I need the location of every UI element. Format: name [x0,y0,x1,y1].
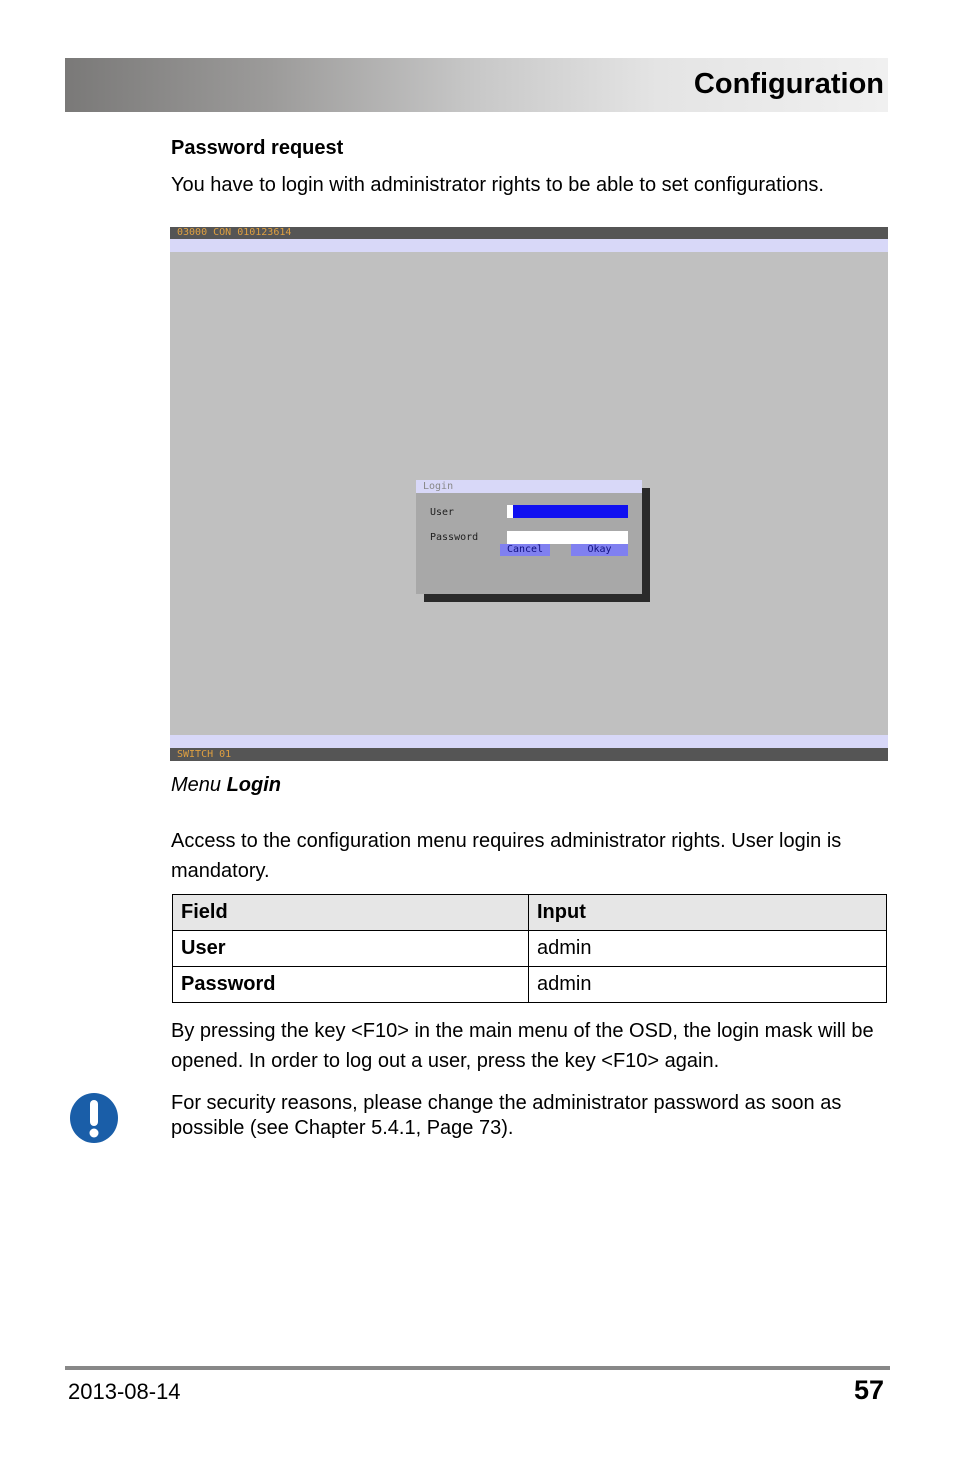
intro-text: You have to login with administrator rights to be able to set configurations. [171,174,824,196]
table-header-field: Field [173,895,529,931]
table-cell-field: User [173,931,529,967]
section-heading: Password request [171,137,344,159]
login-dialog [416,480,642,594]
security-notice-text: For security reasons, please change the administrator password as soon as possible (see Chapter 5.4.1, Page 73). [171,1092,842,1139]
footer-date: 2013-08-14 [68,1379,181,1404]
exclamation-icon [70,1093,118,1143]
table-row [173,967,887,1003]
table-header-row [173,895,887,931]
osd-screenshot [170,227,888,761]
osd-top-bar-text: 03000 CON 010123614 [177,227,292,238]
login-table [172,894,887,1003]
figure-caption [171,774,281,797]
table-cell-field: Password [173,967,529,1003]
caption-prefix: Menu [171,774,227,796]
page-number: 57 [853,1375,884,1405]
caption-bold: Login [226,774,282,796]
header-bar [65,58,888,112]
cancel-button[interactable]: Cancel [500,544,550,556]
okay-button[interactable]: Okay [571,544,628,556]
table-cell-input: admin [529,931,887,967]
login-titlebar [416,480,642,493]
password-label: Password [430,532,479,543]
login-title: Login [423,481,454,492]
footer-divider [65,1366,890,1370]
osd-bottom-line [170,735,888,748]
table-row [173,931,887,967]
table-header-input: Input [529,895,887,931]
paragraph-f10: By pressing the key <F10> in the main menu of the OSD, the login mask will be opened. In order to log out a user, press the key <F10> again. [171,1020,874,1072]
user-label: User [430,507,455,518]
page-title: Configuration [693,68,884,100]
osd-top-line [170,239,888,252]
paragraph-access: Access to the configuration menu requires administrator rights. User login is mandatory. [171,830,842,882]
table-cell-input: admin [529,967,887,1003]
password-input[interactable] [507,531,628,544]
user-input[interactable] [507,505,628,518]
osd-bottom-bar-text: SWITCH 01 [177,749,232,760]
osd-bottom-bar [170,748,888,761]
osd-top-bar [170,227,888,239]
